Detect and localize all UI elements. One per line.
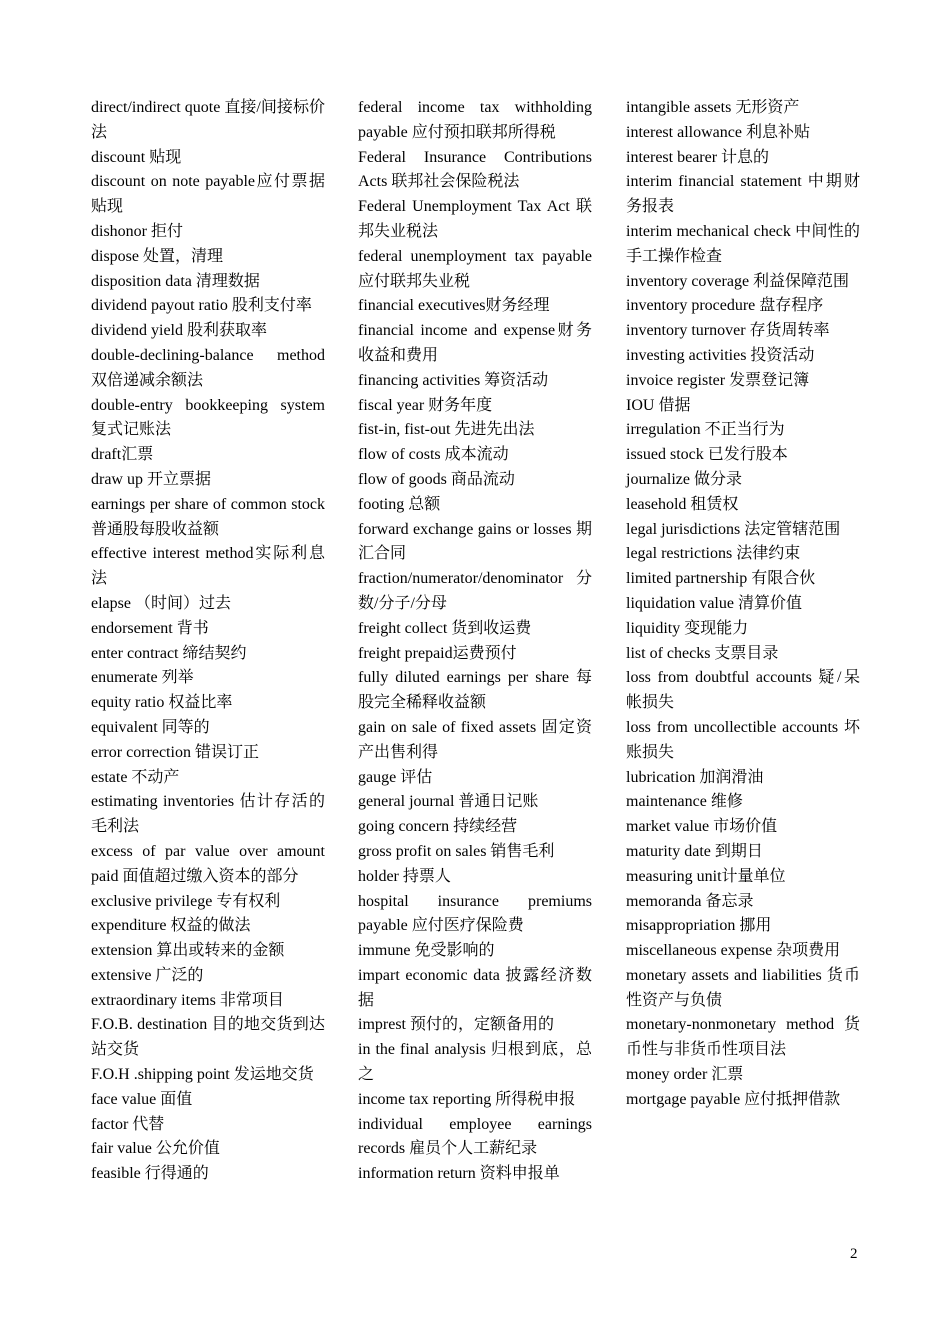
glossary-entry: estimating inventories 估计存活的毛利法: [91, 793, 325, 836]
glossary-entry: interest bearer 计息的: [626, 148, 770, 166]
glossary-entry: freight prepaid运费预付: [358, 644, 517, 662]
glossary-entry: immune 免受影响的: [358, 942, 495, 960]
glossary-entry: dispose 处置，清理: [91, 247, 224, 265]
glossary-entry: interim financial statement 中期财务报表: [626, 173, 860, 216]
glossary-entry: imprest 预付的，定额备用的: [358, 1016, 554, 1034]
page-number: 2: [850, 1246, 858, 1262]
glossary-entry: fraction/numerator/denominator 分数/分子/分母: [358, 570, 592, 612]
glossary-entry: inventory coverage 利益保障范围: [626, 272, 850, 290]
glossary-entry: double-declining-balance method 双倍递减余额法: [91, 346, 325, 389]
glossary-entry: information return 资料申报单: [358, 1165, 560, 1183]
glossary-entry: extraordinary items 非常项目: [91, 991, 284, 1009]
glossary-entry: Federal Unemployment Tax Act 联邦失业税法: [358, 198, 592, 240]
glossary-entry: extension 算出或转来的金额: [91, 942, 285, 960]
glossary-entry: enter contract 缔结契约: [91, 644, 247, 662]
glossary-entry: disposition data 清理数据: [91, 272, 260, 290]
glossary-column-3: [626, 96, 860, 1113]
glossary-entry: in the final analysis 归根到底，总之: [358, 1041, 592, 1084]
glossary-entry: maturity date 到期日: [626, 842, 763, 860]
glossary-entry: double-entry bookkeeping system 复式记账法: [91, 396, 325, 439]
glossary-entry: mortgage payable 应付抵押借款: [626, 1090, 841, 1108]
glossary-entry: endorsement 背书: [91, 619, 209, 637]
glossary-entry: legal restrictions 法律约束: [626, 545, 801, 563]
glossary-entry: dividend payout ratio 股利支付率: [91, 297, 312, 315]
glossary-entry: elapse （时间）过去: [91, 594, 231, 612]
glossary-column-2: [358, 96, 592, 1187]
glossary-entry: F.O.H .shipping point 发运地交货: [91, 1066, 314, 1084]
glossary-entry: general journal 普通日记账: [358, 793, 539, 811]
glossary-entry: footing 总额: [358, 495, 441, 513]
glossary-entry: list of checks 支票目录: [626, 644, 779, 662]
glossary-entry: earnings per share of common stock 普通股每股收益额: [91, 495, 325, 538]
glossary-entry: going concern 持续经营: [358, 818, 518, 836]
glossary-entry: financial executives财务经理: [358, 297, 550, 315]
glossary-entry: estate 不动产: [91, 768, 180, 786]
glossary-entry: income tax reporting 所得税申报: [358, 1090, 576, 1108]
glossary-entry: factor 代替: [91, 1115, 165, 1133]
glossary-entry: draw up 开立票据: [91, 470, 211, 488]
glossary-entry: face value 面值: [91, 1090, 193, 1108]
glossary-entry: investing activities 投资活动: [626, 346, 815, 364]
glossary-entry: misappropriation 挪用: [626, 917, 772, 935]
glossary-column-1: [91, 96, 325, 1187]
glossary-entry: limited partnership 有限合伙: [626, 570, 816, 588]
glossary-entry: market value 市场价值: [626, 818, 778, 836]
glossary-entry: flow of costs 成本流动: [358, 446, 509, 464]
glossary-entry: maintenance 维修: [626, 793, 743, 811]
glossary-entry: fair value 公允价值: [91, 1140, 220, 1158]
glossary-entry: fiscal year 财务年度: [358, 396, 493, 414]
glossary-entry: draft汇票: [91, 446, 154, 464]
glossary-entry: freight collect 货到收运费: [358, 619, 532, 637]
glossary-entry: money order 汇票: [626, 1066, 744, 1084]
glossary-entry: direct/indirect quote 直接/间接标价法: [91, 99, 325, 141]
glossary-entry: fist-in, fist-out 先进先出法: [358, 421, 535, 439]
glossary-entry: equivalent 同等的: [91, 718, 210, 736]
glossary-entry: gain on sale of fixed assets 固定资产出售利得: [358, 718, 592, 761]
glossary-entry: loss from doubtful accounts 疑/呆帐损失: [626, 669, 860, 712]
glossary-entry: gauge 评估: [358, 768, 433, 786]
glossary-entry: leasehold 租赁权: [626, 495, 739, 513]
glossary-entry: invoice register 发票登记簿: [626, 371, 810, 389]
glossary-entry: loss from uncollectible accounts 坏账损失: [626, 718, 860, 761]
glossary-entry: measuring unit计量单位: [626, 867, 786, 885]
glossary-entry: interest allowance 利息补贴: [626, 123, 810, 141]
glossary-entry: dividend yield 股利获取率: [91, 322, 267, 340]
glossary-entry: gross profit on sales 销售毛利: [358, 842, 555, 860]
glossary-entry: holder 持票人: [358, 867, 451, 885]
glossary-entry: financing activities 筹资活动: [358, 371, 549, 389]
glossary-entry: liquidation value 清算价值: [626, 594, 802, 612]
glossary-entry: inventory procedure 盘存程序: [626, 297, 824, 315]
glossary-entry: discount on note payable应付票据贴现: [91, 173, 325, 216]
glossary-entry: flow of goods 商品流动: [358, 470, 515, 488]
glossary-entry: fully diluted earnings per share 每股完全稀释收益额: [358, 669, 592, 712]
glossary-entry: F.O.B. destination 目的地交货到达站交货: [91, 1016, 325, 1059]
glossary-entry: effective interest method实际利息法: [91, 545, 325, 588]
glossary-entry: liquidity 变现能力: [626, 619, 749, 637]
glossary-entry: equity ratio 权益比率: [91, 694, 233, 712]
glossary-entry: excess of par value over amount paid 面值超过缴入资本的部分: [91, 842, 325, 885]
glossary-entry: forward exchange gains or losses 期汇合同: [358, 520, 592, 563]
glossary-entry: interim mechanical check 中间性的手工操作检查: [626, 222, 860, 265]
glossary-entry: hospital insurance premiums payable 应付医疗保险费: [358, 892, 592, 935]
glossary-entry: memoranda 备忘录: [626, 892, 754, 910]
glossary-entry: discount 贴现: [91, 148, 182, 166]
glossary-entry: federal unemployment tax payable 应付联邦失业税: [358, 247, 592, 290]
glossary-entry: inventory turnover 存货周转率: [626, 322, 830, 340]
glossary-entry: miscellaneous expense 杂项费用: [626, 942, 841, 960]
glossary-entry: feasible 行得通的: [91, 1165, 209, 1183]
glossary-entry: enumerate 列举: [91, 669, 194, 687]
glossary-entry: legal jurisdictions 法定管辖范围: [626, 520, 841, 538]
glossary-entry: IOU 借据: [626, 396, 691, 414]
glossary-entry: dishonor 拒付: [91, 222, 184, 240]
glossary-entry: error correction 错误订正: [91, 743, 259, 761]
glossary-entry: issued stock 已发行股本: [626, 446, 788, 464]
glossary-entry: extensive 广泛的: [91, 966, 204, 984]
glossary-entry: expenditure 权益的做法: [91, 917, 251, 935]
glossary-entry: Federal Insurance Contributions Acts 联邦社会保险税法: [358, 148, 592, 191]
glossary-entry: federal income tax withholding payable 应付预扣联邦所得税: [358, 99, 592, 141]
glossary-entry: lubrication 加润滑油: [626, 768, 764, 786]
glossary-entry: journalize 做分录: [626, 470, 742, 488]
glossary-entry: financial income and expense财务收益和费用: [358, 322, 592, 364]
glossary-entry: impart economic data 披露经济数据: [358, 966, 592, 1009]
glossary-entry: monetary-nonmonetary method 货币性与非货币性项目法: [626, 1016, 860, 1059]
glossary-entry: irregulation 不正当行为: [626, 421, 785, 439]
glossary-entry: intangible assets 无形资产: [626, 99, 800, 116]
glossary-entry: monetary assets and liabilities 货币性资产与负债: [626, 966, 860, 1009]
glossary-entry: exclusive privilege 专有权利: [91, 892, 281, 910]
glossary-entry: individual employee earnings records 雇员个人工薪纪录: [358, 1115, 592, 1158]
